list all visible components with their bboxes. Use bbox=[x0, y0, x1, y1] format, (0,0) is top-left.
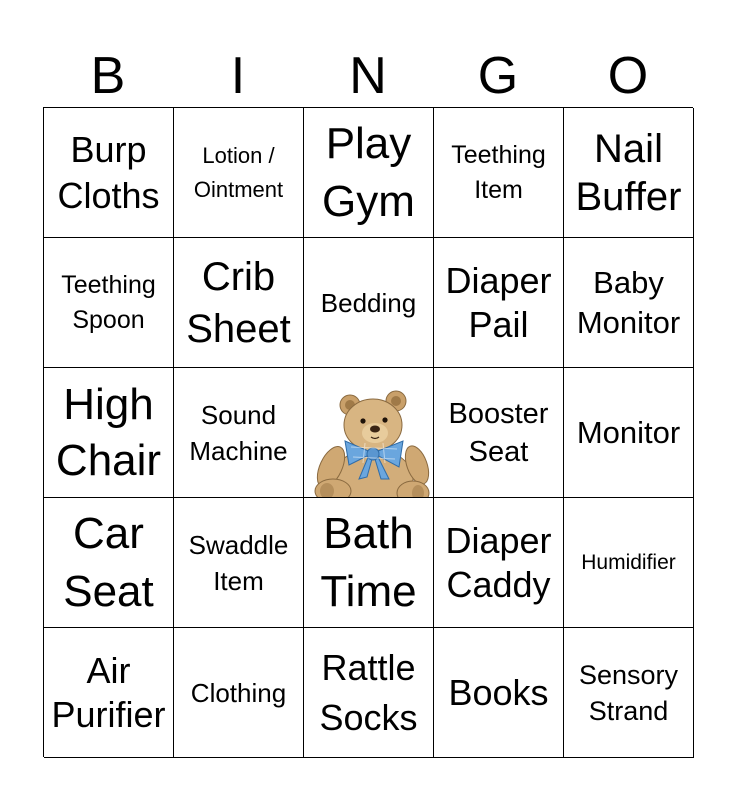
header-letter-b: B bbox=[90, 47, 126, 105]
cell-label: Rattle Socks bbox=[319, 646, 418, 738]
cell-label: Diaper Caddy bbox=[445, 519, 552, 605]
bingo-cell[interactable] bbox=[174, 498, 304, 628]
cell-label: Bath Time bbox=[320, 508, 417, 616]
cell-label: Baby Monitor bbox=[576, 264, 681, 340]
bingo-cell[interactable] bbox=[44, 368, 174, 498]
bingo-cell[interactable] bbox=[304, 238, 434, 368]
free-space-cell[interactable] bbox=[304, 368, 434, 498]
bingo-cell[interactable] bbox=[434, 368, 564, 498]
cell-label: Teething Spoon bbox=[61, 270, 156, 334]
cell-label: Humidifier bbox=[581, 550, 676, 574]
bingo-board bbox=[43, 107, 693, 757]
cell-label: Burp Cloths bbox=[57, 128, 160, 216]
cell-label: Bedding bbox=[320, 287, 417, 318]
cell-label: Monitor bbox=[576, 414, 681, 450]
bingo-cell[interactable] bbox=[44, 108, 174, 238]
bingo-cell[interactable] bbox=[564, 368, 694, 498]
cell-label: Clothing bbox=[190, 677, 287, 708]
bingo-header bbox=[43, 48, 693, 104]
bingo-cell[interactable] bbox=[564, 498, 694, 628]
bingo-cell[interactable] bbox=[44, 628, 174, 758]
bingo-cell[interactable] bbox=[174, 238, 304, 368]
cell-label: Teething Item bbox=[451, 140, 546, 204]
bingo-cell[interactable] bbox=[174, 108, 304, 238]
bingo-cell[interactable] bbox=[564, 238, 694, 368]
bingo-cell[interactable] bbox=[434, 108, 564, 238]
bingo-cell[interactable] bbox=[174, 628, 304, 758]
bingo-cell[interactable] bbox=[434, 238, 564, 368]
cell-label: Sound Machine bbox=[189, 399, 288, 466]
cell-label: Crib Sheet bbox=[186, 254, 291, 351]
bingo-cell[interactable] bbox=[44, 238, 174, 368]
bingo-cell[interactable] bbox=[564, 628, 694, 758]
cell-label: Swaddle Item bbox=[188, 529, 289, 596]
cell-label: Books bbox=[448, 671, 549, 713]
cell-label: Sensory Strand bbox=[578, 659, 679, 726]
cell-label: Lotion / Ointment bbox=[193, 142, 284, 202]
bingo-cell[interactable] bbox=[434, 498, 564, 628]
bingo-cell[interactable] bbox=[304, 628, 434, 758]
bingo-cell[interactable] bbox=[304, 108, 434, 238]
bingo-cell[interactable] bbox=[434, 628, 564, 758]
cell-label: Booster Seat bbox=[448, 397, 549, 468]
teddy-bear-icon bbox=[305, 369, 433, 497]
cell-label: Nail Buffer bbox=[575, 126, 682, 219]
cell-label: Diaper Pail bbox=[445, 259, 552, 345]
cell-label: High Chair bbox=[55, 379, 162, 485]
bingo-cell[interactable] bbox=[44, 498, 174, 628]
cell-label: Air Purifier bbox=[51, 649, 166, 735]
bingo-cell[interactable] bbox=[304, 498, 434, 628]
bingo-cell[interactable] bbox=[174, 368, 304, 498]
header-letter-n: N bbox=[349, 47, 387, 105]
bingo-cell[interactable] bbox=[564, 108, 694, 238]
header-letter-i: I bbox=[230, 47, 246, 105]
header-letter-g: G bbox=[477, 47, 519, 105]
header-letter-o: O bbox=[607, 47, 649, 105]
cell-label: Car Seat bbox=[63, 508, 154, 616]
cell-label: Play Gym bbox=[322, 118, 415, 226]
